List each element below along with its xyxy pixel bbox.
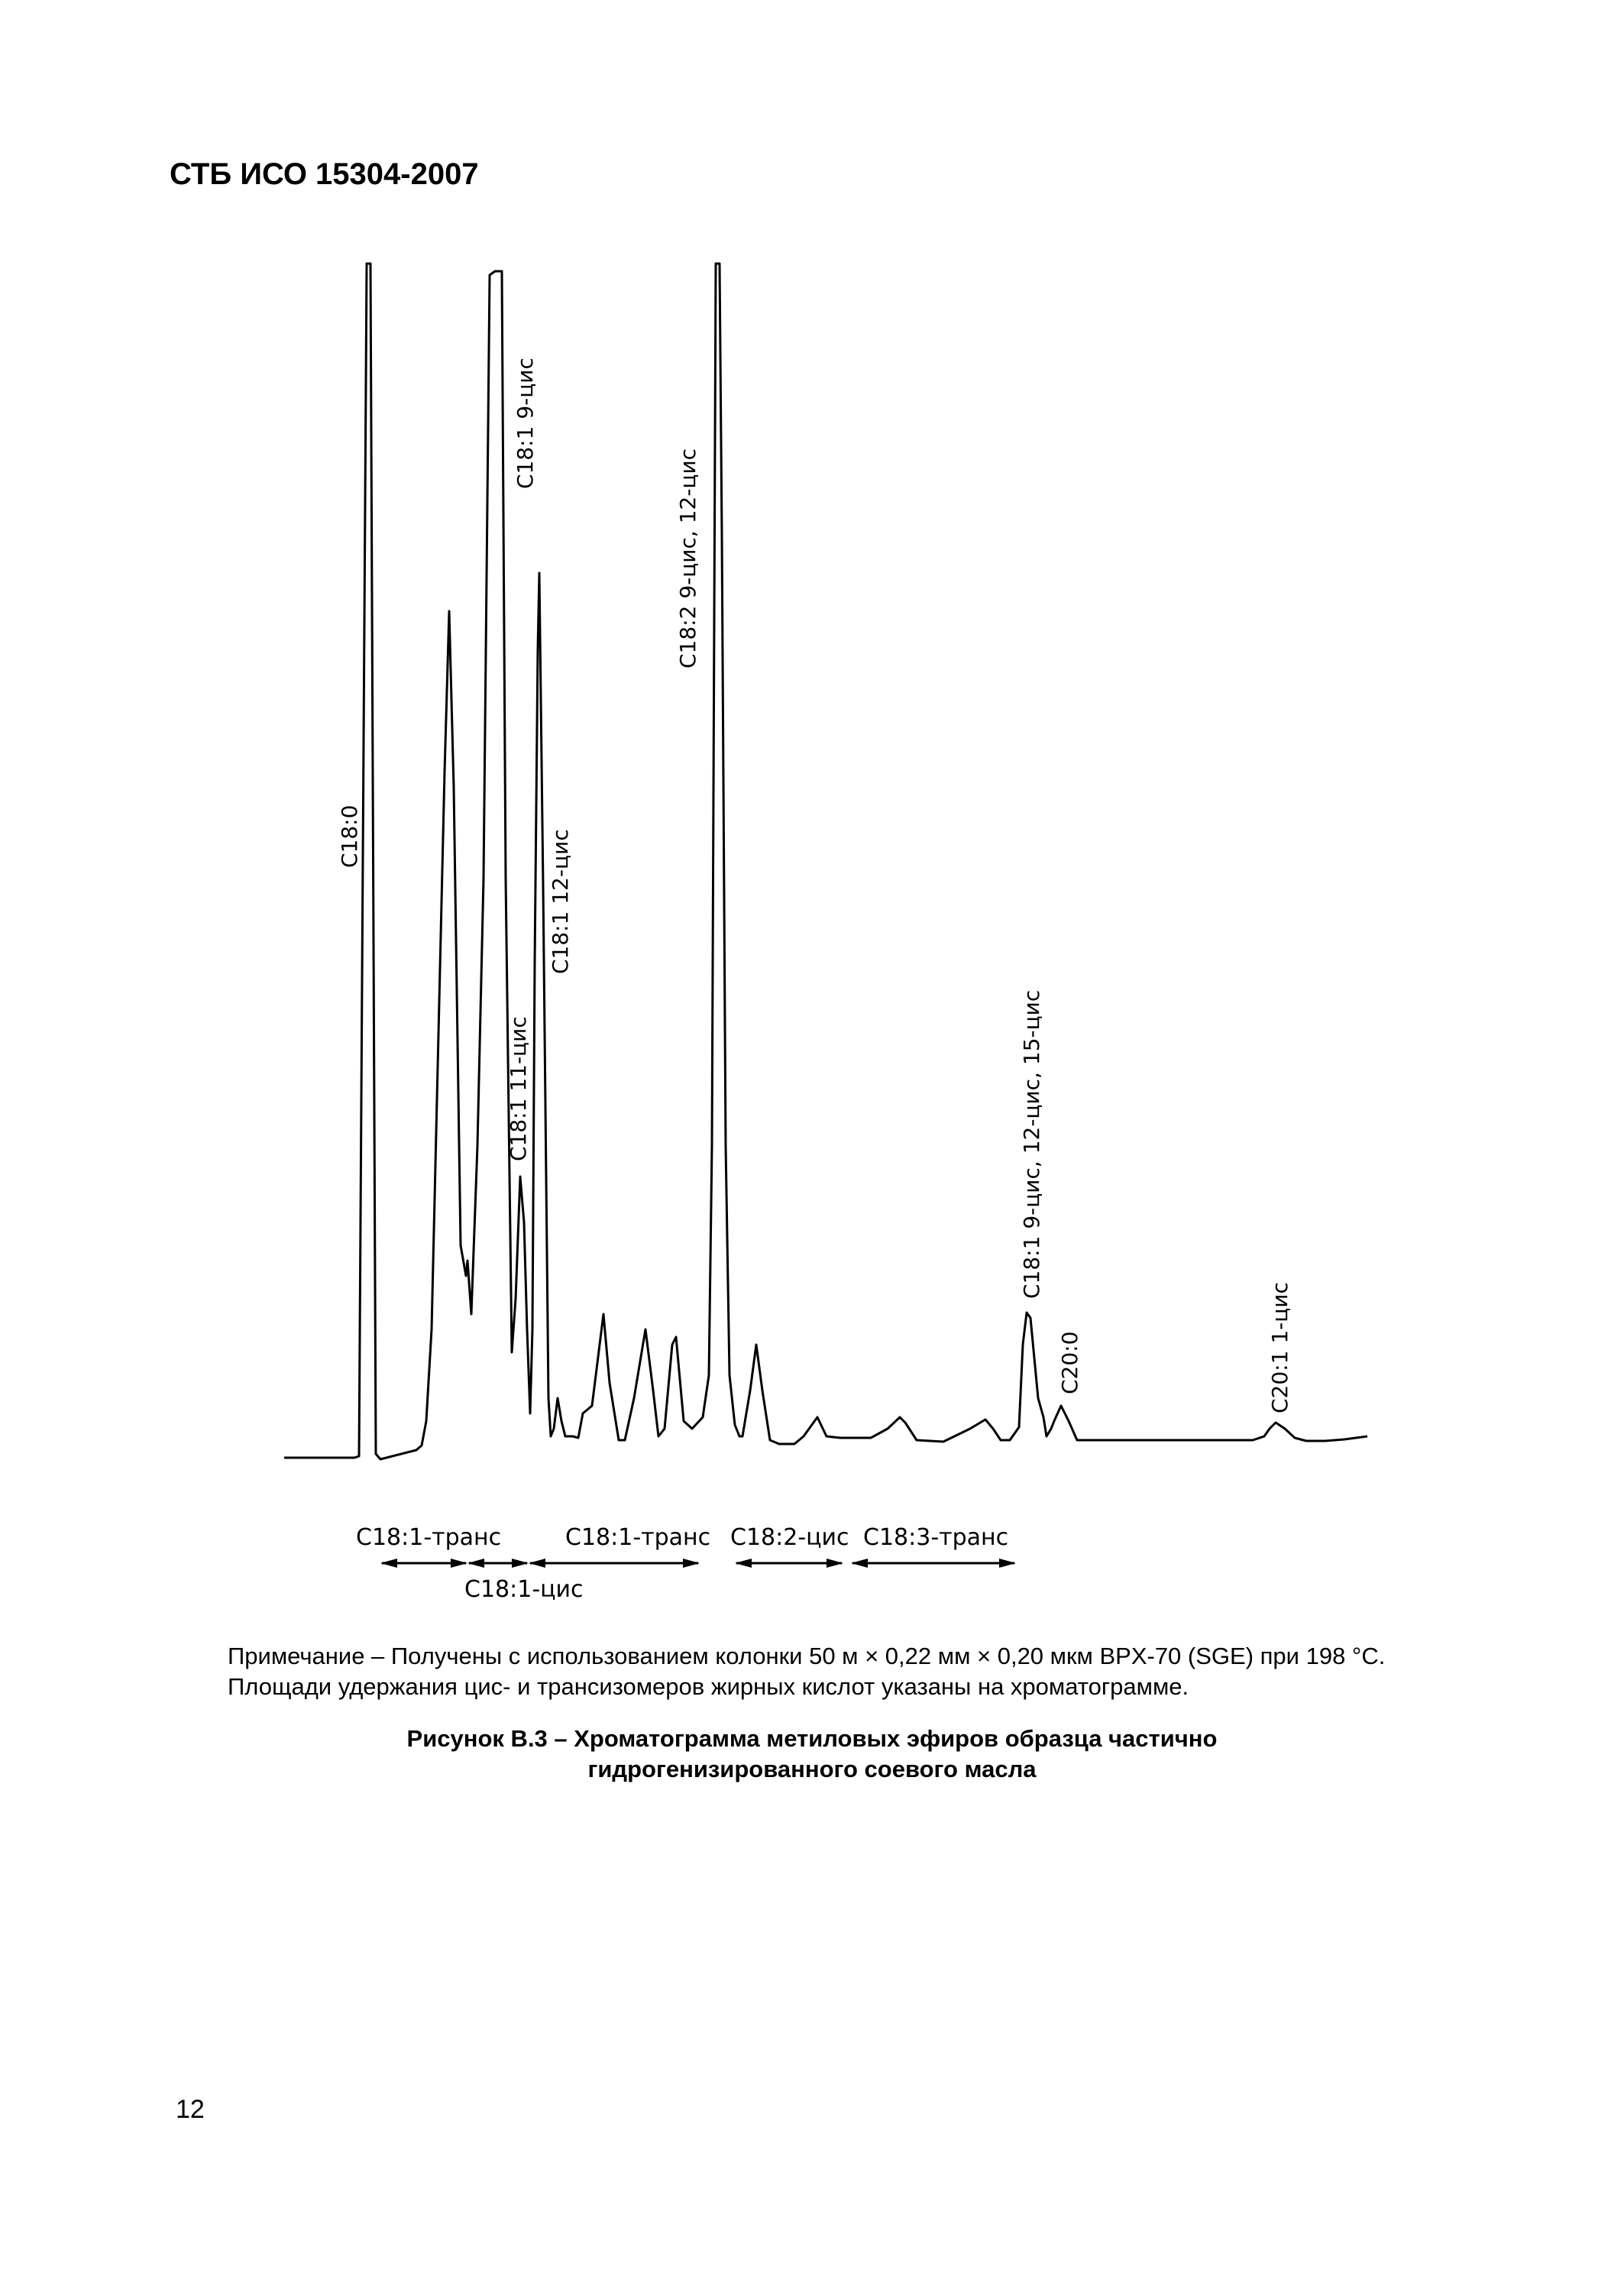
range-label-c18-1-cis: C18:1-цис	[464, 1576, 584, 1603]
range-label-c18-1-trans-a: C18:1-транс	[356, 1524, 502, 1551]
range-arrow-c18-3-trans	[851, 1559, 1016, 1568]
range-arrow-c18-1-trans-b	[529, 1559, 700, 1568]
figure-note-line-1: Примечание – Получены с использованием колонки 50 м × 0,22 мм × 0,20 мкм BPX-70 (SGE) при 198 °С.	[228, 1643, 1386, 1669]
range-arrow-c18-1-trans-a	[380, 1559, 467, 1568]
peak-label-c18-1-triple: C18:1 9-цис, 12-цис, 15-цис	[1019, 989, 1044, 1299]
chromatogram-trace	[284, 264, 1367, 1459]
peak-label-c18-0: C18:0	[337, 804, 362, 868]
page-number: 12	[176, 2095, 205, 2124]
figure-note-line-2: Площади удержания цис- и трансизомеров жирных кислот указаны на хроматограмме.	[228, 1673, 1189, 1700]
peak-label-c18-1-9cis: C18:1 9-цис	[513, 358, 538, 489]
peak-label-c20-0: C20:0	[1057, 1331, 1082, 1394]
peak-label-c20-1: C20:1 1-цис	[1267, 1282, 1292, 1413]
range-label-c18-1-trans-b: C18:1-транс	[565, 1524, 711, 1551]
figure-note	[228, 1641, 1526, 1702]
peak-label-c18-1-12cis: C18:1 12-цис	[548, 829, 573, 974]
peak-label-c18-1-11cis: C18:1 11-цис	[506, 1016, 531, 1161]
document-header: СТБ ИСО 15304-2007	[170, 157, 479, 191]
range-label-c18-2-cis: C18:2-цис	[730, 1524, 849, 1551]
figure-caption	[229, 1724, 1395, 1785]
range-arrow-c18-1-cis	[467, 1559, 529, 1568]
peak-label-c18-2: C18:2 9-цис, 12-цис	[675, 448, 700, 668]
range-label-c18-3-trans: C18:3-транс	[863, 1524, 1009, 1551]
figure-caption-line-2: гидрогенизированного соевого масла	[587, 1756, 1037, 1782]
figure-caption-line-1: Рисунок В.3 – Хроматограмма метиловых эфиров образца частично	[406, 1725, 1218, 1752]
range-arrow-c18-2-cis	[735, 1559, 843, 1568]
